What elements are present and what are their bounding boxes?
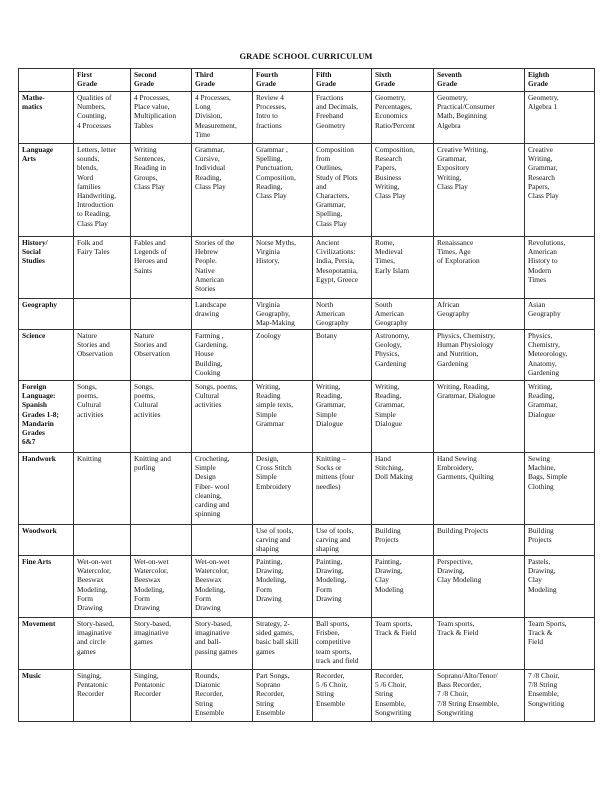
table-cell: Writing Sentences, Reading in Groups, Class Play: [131, 144, 192, 237]
subject-label: History/ Social Studies: [19, 237, 74, 299]
curriculum-body: [19, 92, 595, 722]
table-cell: Pastels, Drawing, Clay Modeling: [525, 556, 595, 618]
table-cell: Recorder, 5 /6 Choir, String Ensemble, Songwriting: [372, 670, 434, 722]
table-cell: Geometry, Algebra 1: [525, 92, 595, 144]
table-row: [19, 237, 595, 299]
table-cell: Hand Sewing Embroidery, Garments, Quilting: [434, 453, 525, 525]
table-cell: Astronomy, Geology, Physics, Gardening: [372, 330, 434, 381]
header-grade-6: Sixth Grade: [372, 69, 434, 92]
table-cell: Fractions and Decimals, Freehand Geometry: [313, 92, 372, 144]
header-grade-8: Eighth Grade: [525, 69, 595, 92]
table-cell: Rome, Medieval Times, Early Islam: [372, 237, 434, 299]
table-cell: Nature Stories and Observation: [131, 330, 192, 381]
table-cell: Painting, Drawing, Modeling, Form Drawing: [253, 556, 313, 618]
table-cell: Ancient Civilizations: India, Persia, Mesopotamia, Egypt, Greece: [313, 237, 372, 299]
table-cell: Writing, Reading simple texts, Simple Grammar: [253, 381, 313, 453]
table-cell: Writing, Reading, Grammar, Dialogue: [525, 381, 595, 453]
table-cell: Letters, letter sounds, blends, Word families Handwriting, Introduction to Reading, Class Play: [74, 144, 131, 237]
table-cell: Virginia Geography, Map-Making: [253, 299, 313, 330]
table-cell: Farming , Gardening, House Building, Cooking: [192, 330, 253, 381]
subject-label: Language Arts: [19, 144, 74, 237]
table-cell: Geometry, Practical/Consumer Math, Beginning Algebra: [434, 92, 525, 144]
subject-label: Music: [19, 670, 74, 722]
header-corner: [19, 69, 74, 92]
table-cell: Building Projects: [434, 525, 525, 556]
table-cell: Zoology: [253, 330, 313, 381]
table-cell: Songs, poems, Cultural activities: [192, 381, 253, 453]
table-row: [19, 144, 595, 237]
table-cell: Creative Writing, Grammar, Research Papers, Class Play: [525, 144, 595, 237]
table-cell: Physics, Chemistry, Human Physiology and Nutrition, Gardening: [434, 330, 525, 381]
table-cell: Building Projects: [372, 525, 434, 556]
subject-label: Mathe- matics: [19, 92, 74, 144]
table-cell: Singing, Pentatonic Recorder: [131, 670, 192, 722]
table-cell: Rounds, Diatonic Recorder, String Ensemble: [192, 670, 253, 722]
table-cell: South American Geography: [372, 299, 434, 330]
table-cell: Soprano/Alto/Tenor/ Bass Recorder, 7 /8 Choir, 7/8 String Ensemble, Songwriting: [434, 670, 525, 722]
table-cell: Writing, Reading, Grammar, Simple Dialogue: [372, 381, 434, 453]
subject-label: Woodwork: [19, 525, 74, 556]
table-cell: Story-based, imaginative and ball- passing games: [192, 618, 253, 670]
table-cell: Story-based, imaginative and circle games: [74, 618, 131, 670]
table-row: [19, 525, 595, 556]
table-cell: Revolutions, American History to Modern Times: [525, 237, 595, 299]
table-cell: Folk and Fairy Tales: [74, 237, 131, 299]
table-cell: [74, 525, 131, 556]
header-grade-1: First Grade: [74, 69, 131, 92]
table-cell: Composition from Outlines, Study of Plots and Characters, Grammar, Spelling, Class Play: [313, 144, 372, 237]
table-cell: Sewing Machine, Bags, Simple Clothing: [525, 453, 595, 525]
page-title: GRADE SCHOOL CURRICULUM: [239, 51, 373, 61]
table-cell: Writing, Reading, Grammar, Simple Dialogue: [313, 381, 372, 453]
subject-label: Foreign Language: Spanish Grades 1-8; Mandarin Grades 6&7: [19, 381, 74, 453]
table-cell: Team sports, Track & Field: [434, 618, 525, 670]
table-cell: North American Geography: [313, 299, 372, 330]
table-cell: Use of tools, carving and shaping: [253, 525, 313, 556]
table-cell: Songs, poems, Cultural activities: [131, 381, 192, 453]
table-cell: Design, Cross Stitch Simple Embroidery: [253, 453, 313, 525]
table-row: [19, 299, 595, 330]
table-cell: Physics, Chemistry, Meteorology, Anatomy, Gardening: [525, 330, 595, 381]
table-cell: Botany: [313, 330, 372, 381]
table-cell: Singing, Pentatonic Recorder: [74, 670, 131, 722]
table-cell: Knitting – Socks or mittens (four needles): [313, 453, 372, 525]
header-grade-7: Seventh Grade: [434, 69, 525, 92]
header-grade-3: Third Grade: [192, 69, 253, 92]
table-cell: Use of tools, carving and shaping: [313, 525, 372, 556]
table-cell: Painting, Drawing, Clay Modeling: [372, 556, 434, 618]
table-row: [19, 92, 595, 144]
table-cell: Creative Writing, Grammar, Expository Writing, Class Play: [434, 144, 525, 237]
table-cell: [74, 299, 131, 330]
table-cell: African Geography: [434, 299, 525, 330]
table-cell: Grammar , Spelling, Punctuation, Composition, Reading, Class Play: [253, 144, 313, 237]
header-row: [19, 69, 595, 92]
table-cell: Part Songs, Soprano Recorder, String Ensemble: [253, 670, 313, 722]
table-cell: Strategy, 2- sided games, basic ball skill games: [253, 618, 313, 670]
table-cell: Renaissance Times, Age of Exploration: [434, 237, 525, 299]
table-cell: Recorder, 5 /6 Choir, String Ensemble: [313, 670, 372, 722]
table-cell: Fables and Legends of Heroes and Saints: [131, 237, 192, 299]
subject-label: Fine Arts: [19, 556, 74, 618]
table-cell: Hand Stitching, Doll Making: [372, 453, 434, 525]
header-grade-4: Fourth Grade: [253, 69, 313, 92]
table-cell: [192, 525, 253, 556]
table-cell: Stories of the Hebrew People. Native American Stories: [192, 237, 253, 299]
table-cell: Knitting and purling: [131, 453, 192, 525]
table-cell: Geometry, Percentages, Economics Ratio/Percent: [372, 92, 434, 144]
table-cell: Story-based, imaginative games: [131, 618, 192, 670]
table-row: [19, 670, 595, 722]
table-cell: [131, 299, 192, 330]
table-cell: 4 Processes, Place value, Multiplication Tables: [131, 92, 192, 144]
subject-label: Science: [19, 330, 74, 381]
subject-label: Movement: [19, 618, 74, 670]
table-cell: Asian Geography: [525, 299, 595, 330]
table-cell: Landscape drawing: [192, 299, 253, 330]
table-cell: Building Projects: [525, 525, 595, 556]
table-cell: Knitting: [74, 453, 131, 525]
table-cell: Nature Stories and Observation: [74, 330, 131, 381]
table-cell: Perspective, Drawing, Clay Modeling: [434, 556, 525, 618]
subject-label: Geography: [19, 299, 74, 330]
table-cell: Qualities of Numbers, Counting, 4 Processes: [74, 92, 131, 144]
table-cell: [131, 525, 192, 556]
header-grade-5: Fifth Grade: [313, 69, 372, 92]
table-cell: Crocheting, Simple Design Fiber- wool cleaning, carding and spinning: [192, 453, 253, 525]
table-cell: Wet-on-wet Watercolor, Beeswax Modeling, Form Drawing: [192, 556, 253, 618]
table-row: [19, 453, 595, 525]
table-row: [19, 556, 595, 618]
table-cell: Grammar, Cursive, Individual Reading, Class Play: [192, 144, 253, 237]
table-cell: 7 /8 Choir, 7/8 String Ensemble, Songwriting: [525, 670, 595, 722]
table-cell: Composition, Research Papers, Business Writing, Class Play: [372, 144, 434, 237]
table-cell: Review 4 Processes, Intro to fractions: [253, 92, 313, 144]
curriculum-table: [18, 68, 595, 722]
table-row: [19, 330, 595, 381]
table-cell: Wet-on-wet Watercolor, Beeswax Modeling, Form Drawing: [74, 556, 131, 618]
table-row: [19, 618, 595, 670]
table-cell: Painting, Drawing, Modeling, Form Drawing: [313, 556, 372, 618]
table-cell: Wet-on-wet Watercolor, Beeswax Modeling, Form Drawing: [131, 556, 192, 618]
table-cell: Team sports, Track & Field: [372, 618, 434, 670]
subject-label: Handwork: [19, 453, 74, 525]
table-cell: Ball sports, Frisbee, competitive team sports, track and field: [313, 618, 372, 670]
table-row: [19, 381, 595, 453]
table-cell: Songs, poems, Cultural activities: [74, 381, 131, 453]
table-cell: Team Sports, Track & Field: [525, 618, 595, 670]
table-cell: Norse Myths, Virginia History,: [253, 237, 313, 299]
header-grade-2: Second Grade: [131, 69, 192, 92]
table-cell: Writing, Reading, Grammar, Dialogue: [434, 381, 525, 453]
table-cell: 4 Processes, Long Division, Measurement, Time: [192, 92, 253, 144]
